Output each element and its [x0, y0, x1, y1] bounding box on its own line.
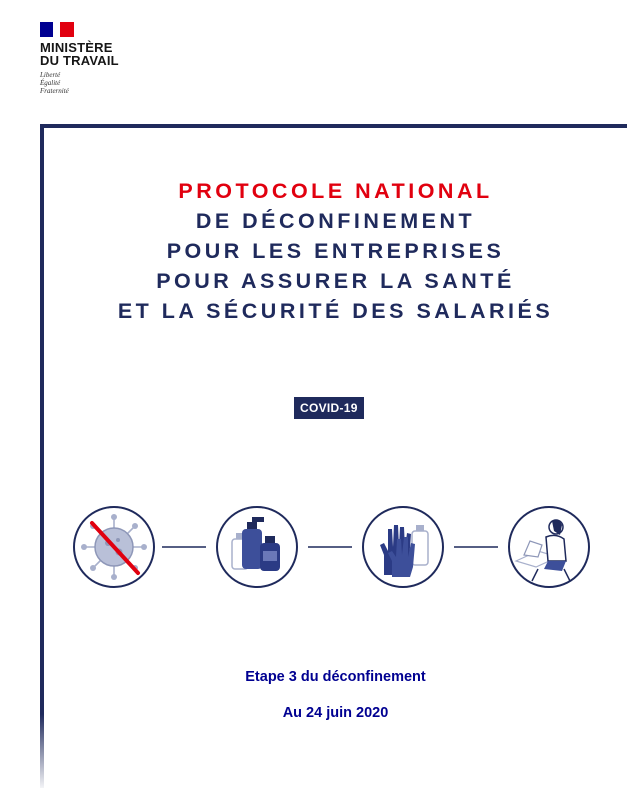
ministry-name-line1: MINISTÈRE [40, 40, 113, 55]
republic-motto [40, 71, 119, 95]
ministry-name [40, 41, 119, 67]
frame-top-border [40, 124, 627, 128]
title-line-3: POUR LES ENTREPRISES [166, 239, 505, 263]
step-label: Etape 3 du déconfinement [245, 669, 426, 685]
title-line-1: PROTOCOLE NATIONAL [178, 179, 493, 203]
step-date: Au 24 juin 2020 [282, 705, 389, 721]
title-line-4: POUR ASSURER LA SANTÉ [156, 269, 515, 293]
motto-fraternite: Fraternité [40, 87, 69, 95]
covid-badge: COVID-19 [294, 397, 364, 419]
remote-work-icon [509, 507, 589, 587]
ministry-logo [40, 22, 119, 95]
gloves-icon [363, 507, 443, 587]
frame-left-border-fade [40, 714, 44, 788]
title-line-2: DE DÉCONFINEMENT [195, 209, 476, 233]
french-republic-flag-icon [40, 22, 74, 37]
ministry-name-line2: DU TRAVAIL [40, 53, 119, 68]
no-virus-icon [74, 507, 154, 587]
hand-sanitizer-icon [217, 507, 297, 587]
motto-liberte: Liberté [40, 71, 61, 79]
motto-egalite: Égalité [40, 79, 61, 87]
title-line-5: ET LA SÉCURITÉ DES SALARIÉS [117, 299, 554, 323]
prevention-icons-row [72, 505, 592, 589]
document-title [44, 176, 627, 326]
